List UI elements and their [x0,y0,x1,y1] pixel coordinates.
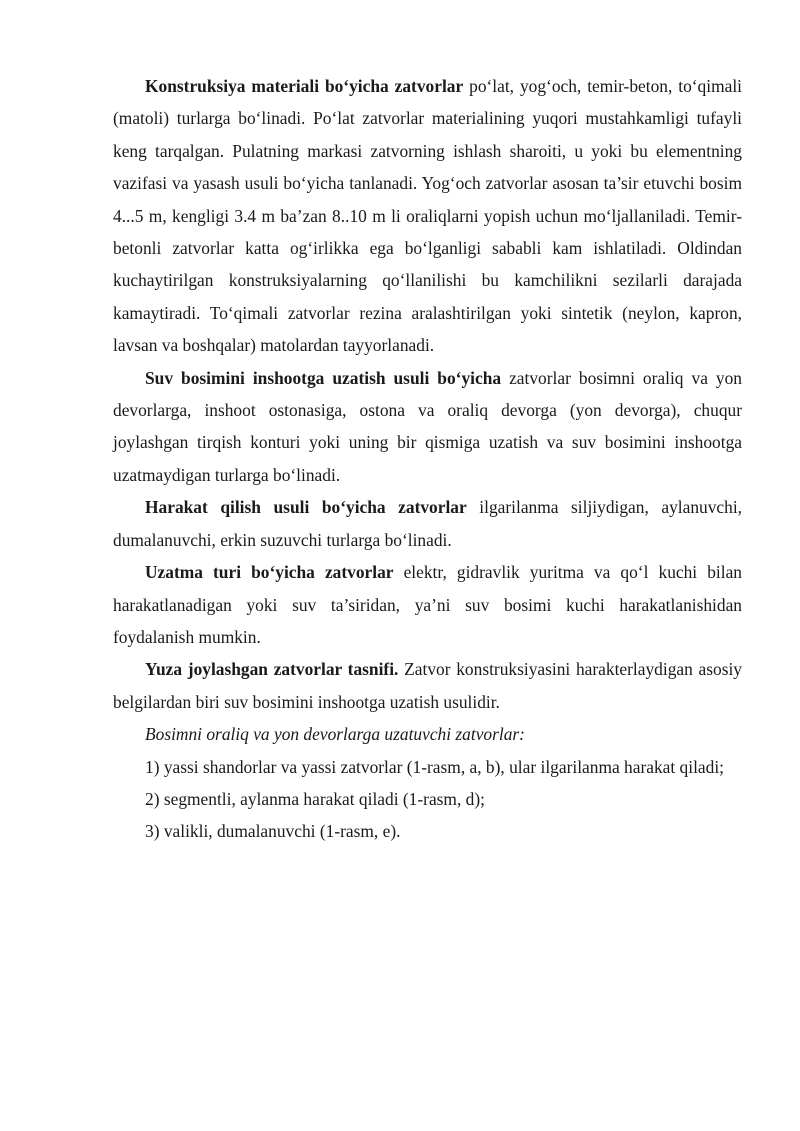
paragraph-text: zatvorlar bosimni oraliq va yon devorlarga, inshoot ostonasiga, ostona va oraliq devorga (yon devorga), chuqur joylashgan tirqish konturi yoki uning bir qismiga uzatish va suv bosimini inshootga uzatmaydigan turlarga bo‘linadi. [113,367,743,485]
paragraph-construction-material [113,70,742,362]
italic-subheading: Bosimni oraliq va yon devorlarga uzatuvchi zatvorlar: [145,724,525,745]
paragraph-text: po‘lat, yog‘och, temir-beton, to‘qimali (matoli) turlarga bo‘linadi. Po‘lat zatvorlar materialining yuqori mustahkamligi tufayli keng tarqalgan. Pulatning markasi zatvorning ishlash sharoiti, u yoki bu elementning vazifasi va yasash usuli bo‘yicha tanlanadi. Yog‘och zatvorlar asosan ta’sir etuvchi bosim 4...5 m, kengligi 3.4 m ba’zan 8..10 m li oraliqlarni yopish uchun mo‘ljallaniladi. Temir-betonli zatvorlar katta og‘irlikka ega bo‘lganligi sababli kam ishlatiladi. Oldindan kuchaytirilgan konstruksiyalarning qo‘llanilishi bu kamchilikni sezilarli darajada kamaytiradi. To‘qimali zatvorlar rezina aralashtirilgan yoki sintetik (neylon, kapron, lavsan va boshqalar) matolardan tayyorlanadi. [113,76,742,356]
paragraph-heading: Yuza joylashgan zatvorlar tasnifi. [145,659,399,680]
paragraph-drive-type [113,556,742,653]
paragraph-heading: Harakat qilish usuli bo‘yicha zatvorlar [145,497,467,518]
paragraph-text: Zatvor konstruksiyasini harakterlaydigan asosiy belgilardan biri suv bosimini inshootga uzatish usulidir. [113,659,743,712]
paragraph-surface-gates-classification [113,653,742,718]
list-item: 1) yassi shandorlar va yassi zatvorlar (1-rasm, a, b), ular ilgarilanma harakat qiladi; [145,756,724,777]
paragraph-water-pressure-transfer [113,362,742,492]
paragraph-heading: Suv bosimini inshootga uzatish usuli bo‘yicha [145,367,502,388]
paragraph-movement-method [113,491,742,556]
document-page [113,70,742,848]
paragraph-heading: Konstruksiya materiali bo‘yicha zatvorlar [145,76,464,96]
paragraph-text: ilgarilanma siljiydigan, aylanuvchi, dumalanuvchi, erkin suzuvchi turlarga bo‘linadi. [113,497,743,550]
paragraph-heading: Uzatma turi bo‘yicha zatvorlar [145,562,394,583]
paragraph-text: elektr, gidravlik yuritma va qo‘l kuchi bilan harakatlanadigan yoki suv ta’siridan, ya’ni suv bosimi kuchi harakatlanishidan foydalanish mumkin. [113,562,742,647]
list-item: 3) valikli, dumalanuvchi (1-rasm, e). [145,821,401,842]
list-item: 2) segmentli, aylanma harakat qiladi (1-rasm, d); [145,788,485,809]
